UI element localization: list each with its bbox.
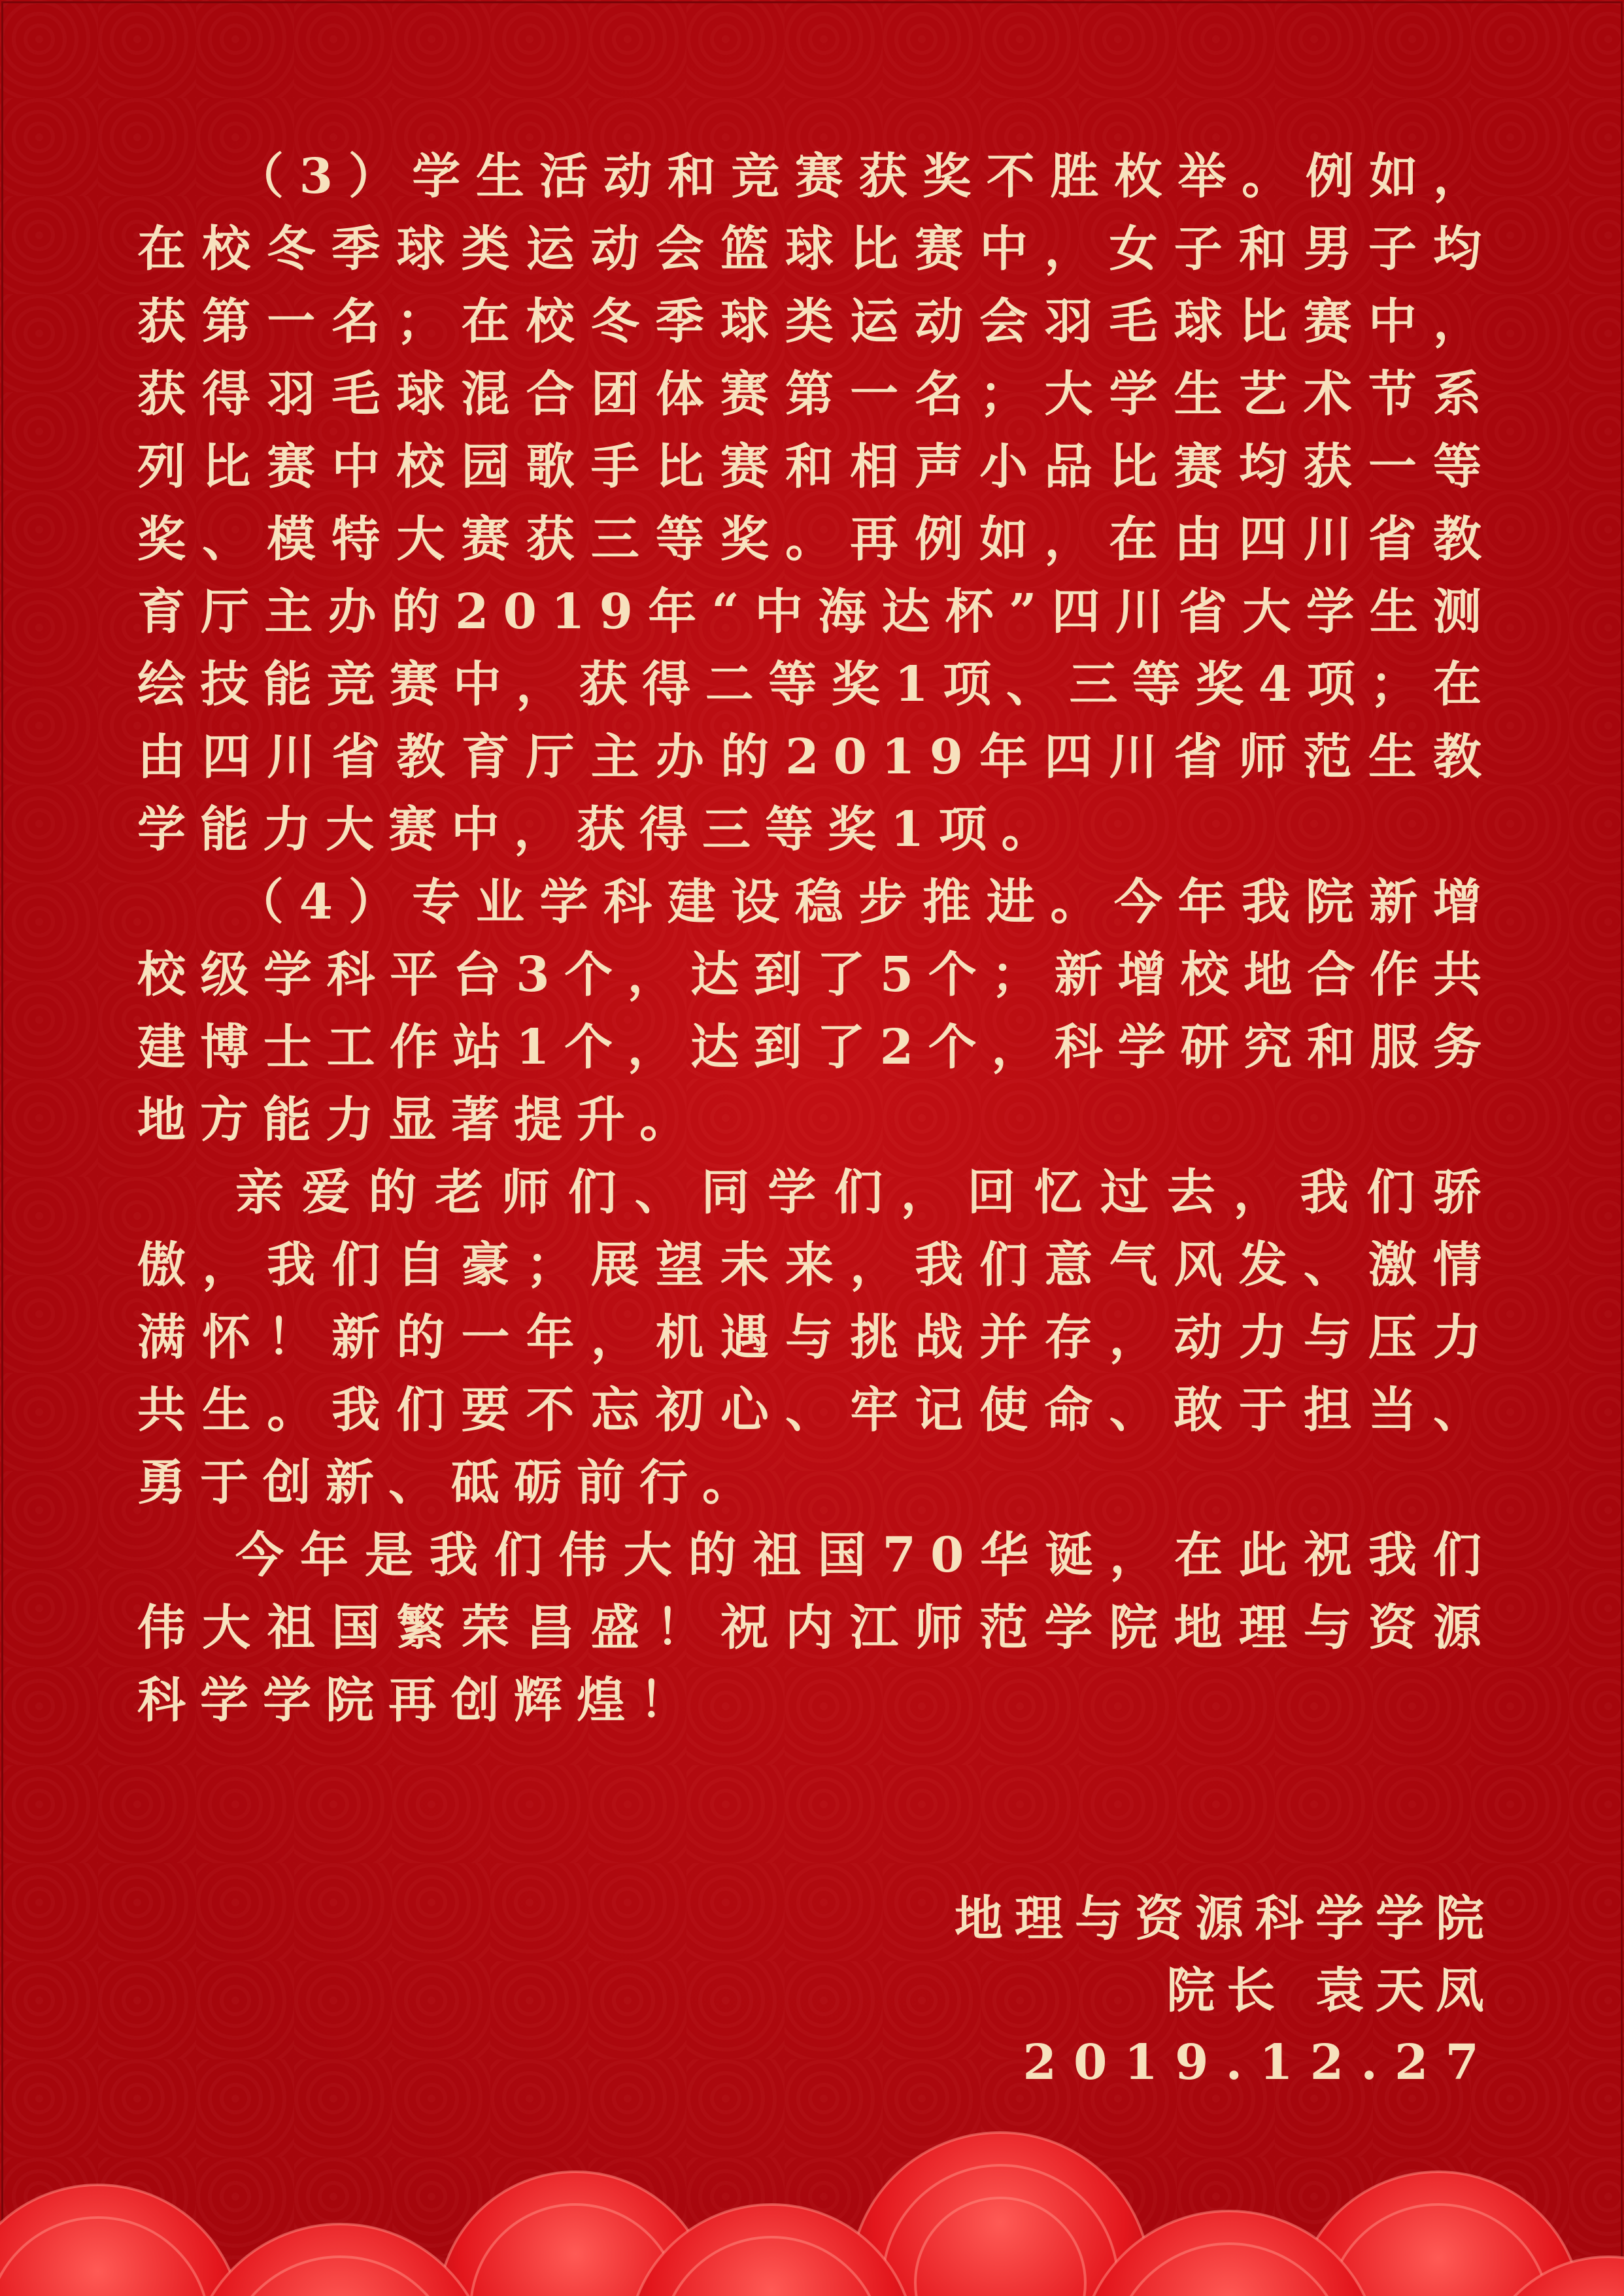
- paragraph-anniversary-wishes: 今年是我们伟大的祖国70华诞，在此祝我们伟大祖国繁荣昌盛！祝内江师范学院地理与资源科学学院再创辉煌！: [137, 1527, 1496, 1729]
- signature-date: 2019.12.27: [1023, 2034, 1496, 2091]
- paragraph-address-to-teachers-students: 亲爱的老师们、同学们，回忆过去，我们骄傲，我们自豪；展望未来，我们意气风发、激情满怀！新的一年，机遇与挑战并存，动力与压力共生。我们要不忘初心、牢记使命、敢于担当、勇于创新、砥砺前行。: [137, 1164, 1496, 1511]
- letter-body: [137, 141, 1496, 1737]
- decorative-cloud-waves: [0, 2021, 1624, 2296]
- paragraph-student-awards: （3）学生活动和竞赛获奖不胜枚举。例如，在校冬季球类运动会篮球比赛中，女子和男子均获第一名；在校冬季球类运动会羽毛球比赛中，获得羽毛球混合团体赛第一名；大学生艺术节系列比赛中校园歌手比赛和相声小品比赛均获一等奖、模特大赛获三等奖。再例如，在由四川省教育厅主办的2019年“中海达杯”四川省大学生测绘技能竞赛中，获得二等奖1项、三等奖4项；在由四川省教育厅主办的2019年四川省师范生教学能力大赛中，获得三等奖1项。: [137, 148, 1496, 858]
- signature-organization: 地理与资源科学学院: [955, 1891, 1496, 1947]
- wave-arc: [850, 2133, 1151, 2296]
- paragraph-discipline-building: （4）专业学科建设稳步推进。今年我院新增校级学科平台3个，达到了5个；新增校地合作共建博士工作站1个，达到了2个，科学研究和服务地方能力显著提升。: [137, 874, 1496, 1148]
- signature-author: 院长 袁天凤: [1166, 1963, 1496, 2019]
- wave-arc: [190, 2224, 490, 2296]
- wave-arc: [0, 2185, 242, 2296]
